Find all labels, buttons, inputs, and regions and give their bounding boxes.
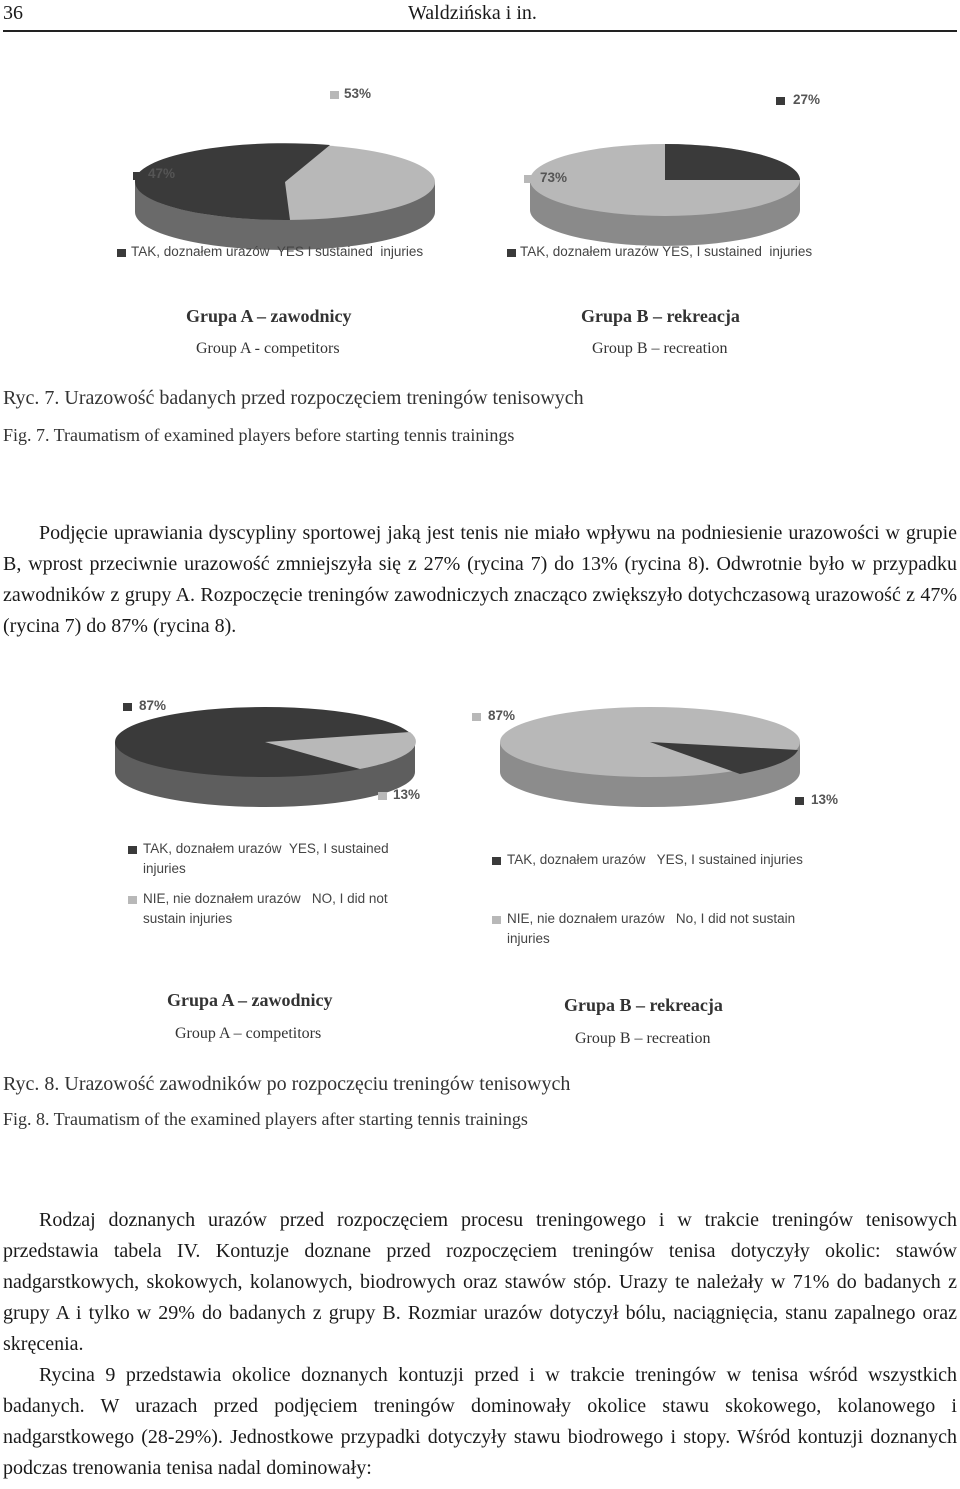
fig7b-title: Grupa B – rekreacja bbox=[581, 306, 740, 326]
body-paragraphs-2-3 bbox=[3, 1205, 957, 1484]
fig8a-label-13: 13% bbox=[393, 787, 421, 802]
fig8-pie-a bbox=[115, 707, 416, 807]
fig8a-legend-yes-line2: injuries bbox=[143, 861, 186, 876]
fig8a-legend-no-line2: sustain injuries bbox=[143, 911, 233, 926]
fig7b-27-swatch bbox=[776, 97, 785, 105]
fig8b-87-swatch bbox=[472, 713, 481, 721]
fig7-pie-b bbox=[530, 144, 800, 246]
fig8a-subtitle: Group A – competitors bbox=[175, 1025, 322, 1042]
running-head: Waldzińska i in. bbox=[408, 2, 537, 24]
fig8b-legend-no-line1: NIE, nie doznałem urazów No, I did not sustain bbox=[507, 911, 796, 926]
fig7a-label-53: 53% bbox=[344, 86, 372, 101]
fig8a-title: Grupa A – zawodnicy bbox=[167, 990, 333, 1010]
fig8b-label-13: 13% bbox=[811, 792, 839, 807]
fig8a-label-87: 87% bbox=[139, 698, 167, 713]
figure8-caption-en: Fig. 8. Traumatism of the examined players after starting tennis trainings bbox=[3, 1109, 528, 1129]
fig8a-legend-yes-line1: TAK, doznałem urazów YES, I sustained bbox=[143, 841, 389, 856]
fig8a-legend-yes-swatch bbox=[128, 846, 137, 854]
fig8b-legend-yes: TAK, doznałem urazów YES, I sustained injuries bbox=[507, 852, 803, 867]
fig7a-legend-swatch bbox=[117, 249, 126, 257]
fig8a-legend-no-line1: NIE, nie doznałem urazów NO, I did not bbox=[143, 891, 388, 906]
fig7b-legend-swatch bbox=[507, 249, 516, 257]
fig7a-47-swatch bbox=[133, 172, 142, 180]
fig8b-title: Grupa B – rekreacja bbox=[564, 995, 723, 1015]
fig8b-legend-no-swatch bbox=[492, 916, 501, 924]
fig8b-legend-yes-swatch bbox=[492, 857, 501, 865]
fig8b-13-swatch bbox=[795, 797, 804, 805]
fig7-pie-a bbox=[135, 143, 435, 250]
figure7-caption-pl: Ryc. 7. Urazowość badanych przed rozpoczęciem treningów tenisowych bbox=[3, 387, 584, 409]
paragraph-2-text: Rodzaj doznanych urazów przed rozpoczęciem procesu treningowego i w trakcie treningów tenisowych przedstawia tabela IV. Kontuzje doznane przed rozpoczęciem treningów tenisa dotyczyły okolic: stawów nadgarstkowych, skokowych, kolanowych, biodrowych oraz stawów stóp. Urazy te należały w 71% do badanych z grupy A i tylko w 29% do badanych z grupy B. Rozmiar urazów dotyczył bólu, naciągnięcia, stanu zapalnego oraz skręcenia. bbox=[3, 1209, 957, 1355]
fig7a-label-47: 47% bbox=[148, 166, 176, 181]
fig7a-53-swatch bbox=[330, 91, 339, 99]
fig8-pie-b bbox=[500, 707, 800, 807]
paragraph-1-text: Podjęcie uprawiania dyscypliny sportowej jaką jest tenis nie miało wpływu na podniesienie urazowości w grupie B, wprost przeciwnie urazowość zmniejszyła się z 27% (rycina 7) do 13% (rycina 8). Odwrotnie było w przypadku zawodników z grupy A. Rozpoczęcie treningów zawodniczych znacząco zwiększyło dotychczasową urazowość z 47% (rycina 7) do 87% (rycina 8). bbox=[3, 522, 957, 637]
fig8b-legend-no-line2: injuries bbox=[507, 931, 550, 946]
fig7a-legend: TAK, doznałem urazów YES I sustained injuries bbox=[131, 244, 424, 259]
fig7b-slice-dark bbox=[665, 144, 800, 180]
fig8b-subtitle: Group B – recreation bbox=[575, 1030, 711, 1047]
paragraph-3-text: Rycina 9 przedstawia okolice doznanych kontuzji przed i w trakcie treningów w tenisa wśród wszystkich badanych. W urazach przed podjęciem treningów dominowały okolice stawu skokowego, kolanowego i nadgarstkowego (28-29%). Jednostkowe przypadki dotyczyły stawu biodrowego i stopy. Wśród kontuzji doznanych podczas trenowania tenisa nadal dominowały: bbox=[3, 1364, 957, 1479]
fig8a-legend-no-swatch bbox=[128, 896, 137, 904]
figure8-caption-pl: Ryc. 8. Urazowość zawodników po rozpoczęciu treningów tenisowych bbox=[3, 1073, 571, 1095]
body-paragraph-1 bbox=[3, 518, 957, 642]
fig8a-87-swatch bbox=[123, 703, 132, 711]
page-number: 36 bbox=[3, 2, 23, 24]
fig7b-label-27: 27% bbox=[793, 92, 821, 107]
fig7a-title: Grupa A – zawodnicy bbox=[186, 306, 352, 326]
fig7a-subtitle: Group A - competitors bbox=[196, 340, 340, 357]
fig8a-13-swatch bbox=[378, 792, 387, 800]
fig8b-label-87: 87% bbox=[488, 708, 516, 723]
fig7b-legend: TAK, doznałem urazów YES, I sustained injuries bbox=[520, 244, 813, 259]
fig7b-subtitle: Group B – recreation bbox=[592, 340, 728, 357]
fig7b-73-swatch bbox=[524, 175, 533, 183]
figure7-caption-en: Fig. 7. Traumatism of examined players before starting tennis trainings bbox=[3, 425, 515, 445]
fig7b-label-73: 73% bbox=[540, 170, 568, 185]
